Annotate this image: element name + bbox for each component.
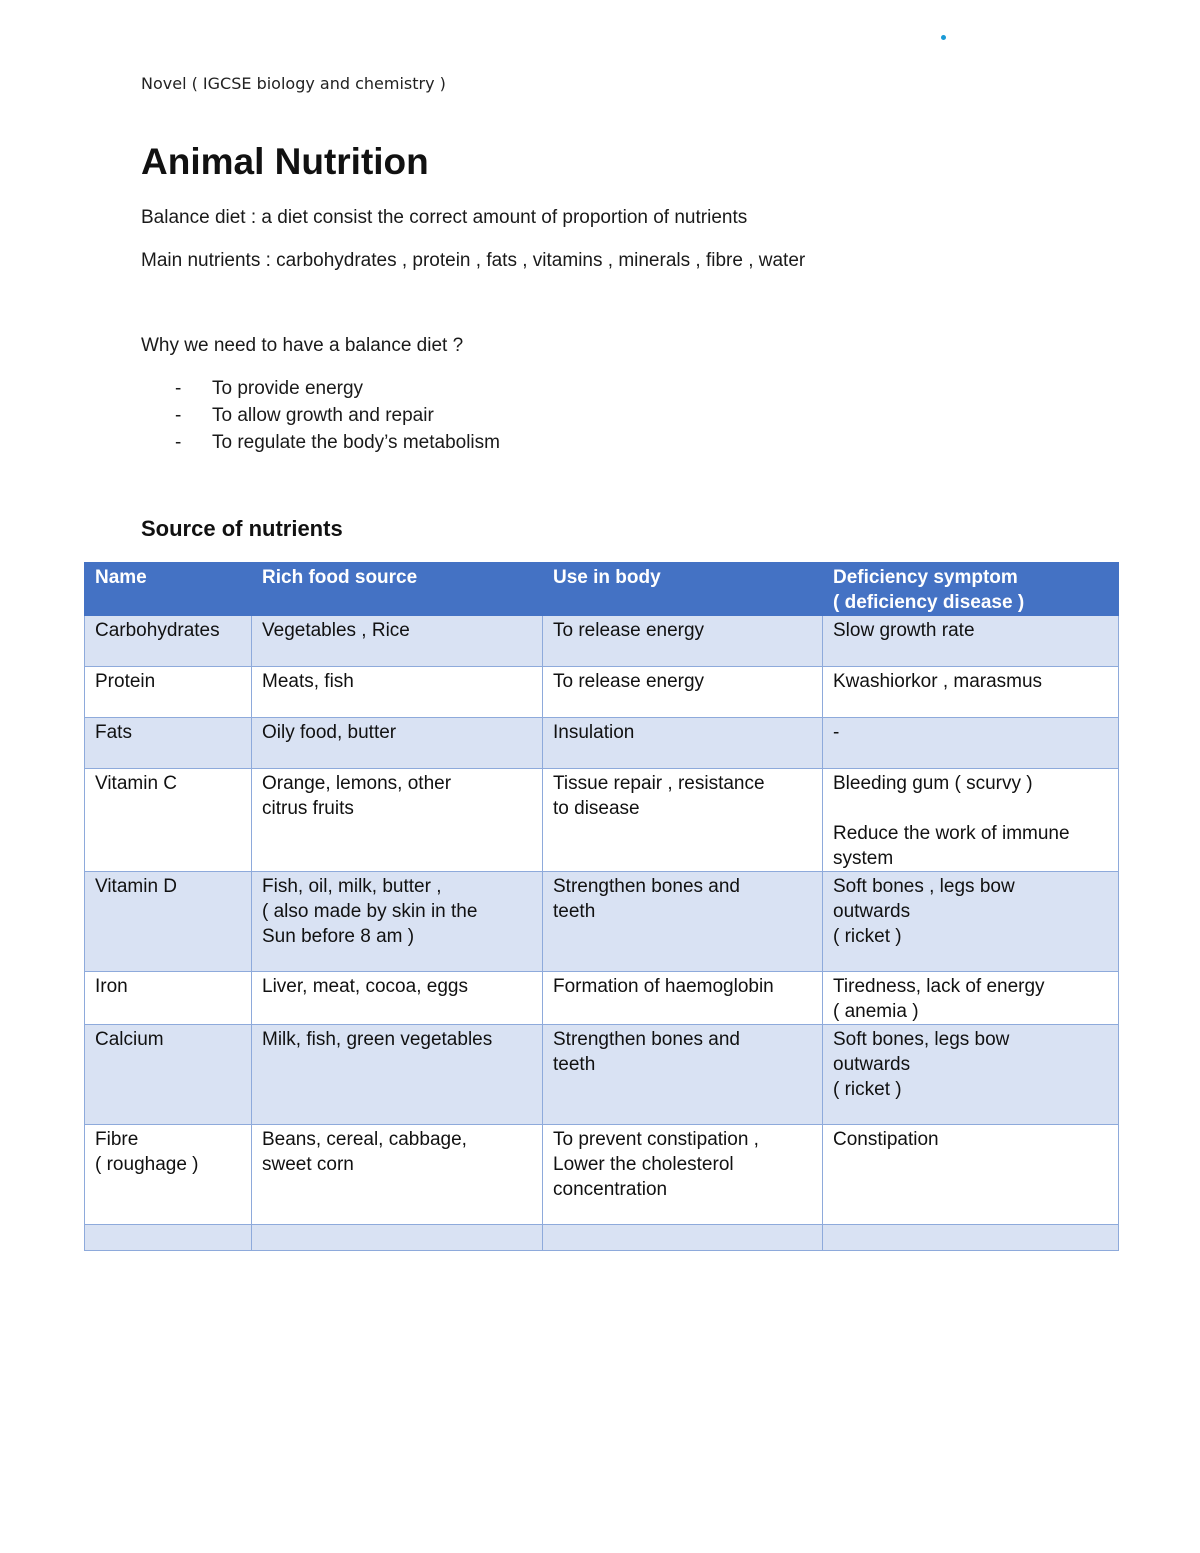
table-cell: Vitamin D <box>85 872 252 972</box>
column-header-food-source: Rich food source <box>252 563 543 616</box>
table-cell: Meats, fish <box>252 667 543 718</box>
table-cell: To prevent constipation , Lower the cholesterol concentration <box>543 1125 823 1225</box>
question-text: Why we need to have a balance diet ? <box>141 335 464 356</box>
table-cell: Oily food, butter <box>252 718 543 769</box>
table-cell: Fats <box>85 718 252 769</box>
table-row <box>85 769 1119 872</box>
table-row <box>85 972 1119 1025</box>
section-title: Source of nutrients <box>141 516 343 541</box>
table-cell: To release energy <box>543 667 823 718</box>
table-cell: Kwashiorkor , marasmus <box>823 667 1119 718</box>
reasons-list <box>141 377 500 458</box>
table-cell: Constipation <box>823 1125 1119 1225</box>
table-cell: Liver, meat, cocoa, eggs <box>252 972 543 1025</box>
list-item <box>141 377 500 404</box>
nutrients-table <box>84 562 1119 1251</box>
table-cell <box>252 1225 543 1251</box>
table-cell: Tissue repair , resistance to disease <box>543 769 823 872</box>
table-row <box>85 1025 1119 1125</box>
table-cell <box>543 1225 823 1251</box>
list-dash: - <box>175 405 182 426</box>
table-row <box>85 667 1119 718</box>
balance-diet-definition: Balance diet : a diet consist the correct amount of proportion of nutrients <box>141 207 748 228</box>
table-cell: Soft bones , legs bow outwards ( ricket ) <box>823 872 1119 972</box>
table-cell: Orange, lemons, other citrus fruits <box>252 769 543 872</box>
column-header-name: Name <box>85 563 252 616</box>
table-cell: - <box>823 718 1119 769</box>
table-row <box>85 1225 1119 1251</box>
document-header: Novel ( IGCSE biology and chemistry ) <box>141 74 446 93</box>
table-cell: Tiredness, lack of energy ( anemia ) <box>823 972 1119 1025</box>
list-item-text: To provide energy <box>212 378 364 399</box>
table-cell: Iron <box>85 972 252 1025</box>
list-dash: - <box>175 378 182 399</box>
table-cell: Milk, fish, green vegetables <box>252 1025 543 1125</box>
table-cell: Strengthen bones and teeth <box>543 1025 823 1125</box>
table-cell: Calcium <box>85 1025 252 1125</box>
page-title: Animal Nutrition <box>141 141 429 182</box>
column-header-use: Use in body <box>543 563 823 616</box>
table-cell: To release energy <box>543 616 823 667</box>
list-dash: - <box>175 432 182 453</box>
table-cell: Fibre ( roughage ) <box>85 1125 252 1225</box>
table-cell: Vitamin C <box>85 769 252 872</box>
list-item <box>141 404 500 431</box>
table-cell <box>85 1225 252 1251</box>
table-cell: Slow growth rate <box>823 616 1119 667</box>
table-cell: Strengthen bones and teeth <box>543 872 823 972</box>
table-cell: Vegetables , Rice <box>252 616 543 667</box>
table-cell: Bleeding gum ( scurvy ) Reduce the work of immune system <box>823 769 1119 872</box>
list-item-text: To allow growth and repair <box>212 405 434 426</box>
table-cell: Insulation <box>543 718 823 769</box>
table-cell <box>823 1225 1119 1251</box>
table-cell: Soft bones, legs bow outwards ( ricket ) <box>823 1025 1119 1125</box>
table-cell: Formation of haemoglobin <box>543 972 823 1025</box>
table-row <box>85 1125 1119 1225</box>
table-cell: Beans, cereal, cabbage, sweet corn <box>252 1125 543 1225</box>
decorative-dot <box>941 35 946 40</box>
table-row <box>85 616 1119 667</box>
table-cell: Carbohydrates <box>85 616 252 667</box>
list-item <box>141 431 500 458</box>
table-header-row <box>85 563 1119 616</box>
table-row <box>85 718 1119 769</box>
main-nutrients-line: Main nutrients : carbohydrates , protein , fats , vitamins , minerals , fibre , water <box>141 250 806 271</box>
table-cell: Fish, oil, milk, butter , ( also made by skin in the Sun before 8 am ) <box>252 872 543 972</box>
table-cell: Protein <box>85 667 252 718</box>
table-row <box>85 872 1119 972</box>
column-header-deficiency: Deficiency symptom ( deficiency disease ) <box>823 563 1119 616</box>
list-item-text: To regulate the body’s metabolism <box>212 432 500 453</box>
